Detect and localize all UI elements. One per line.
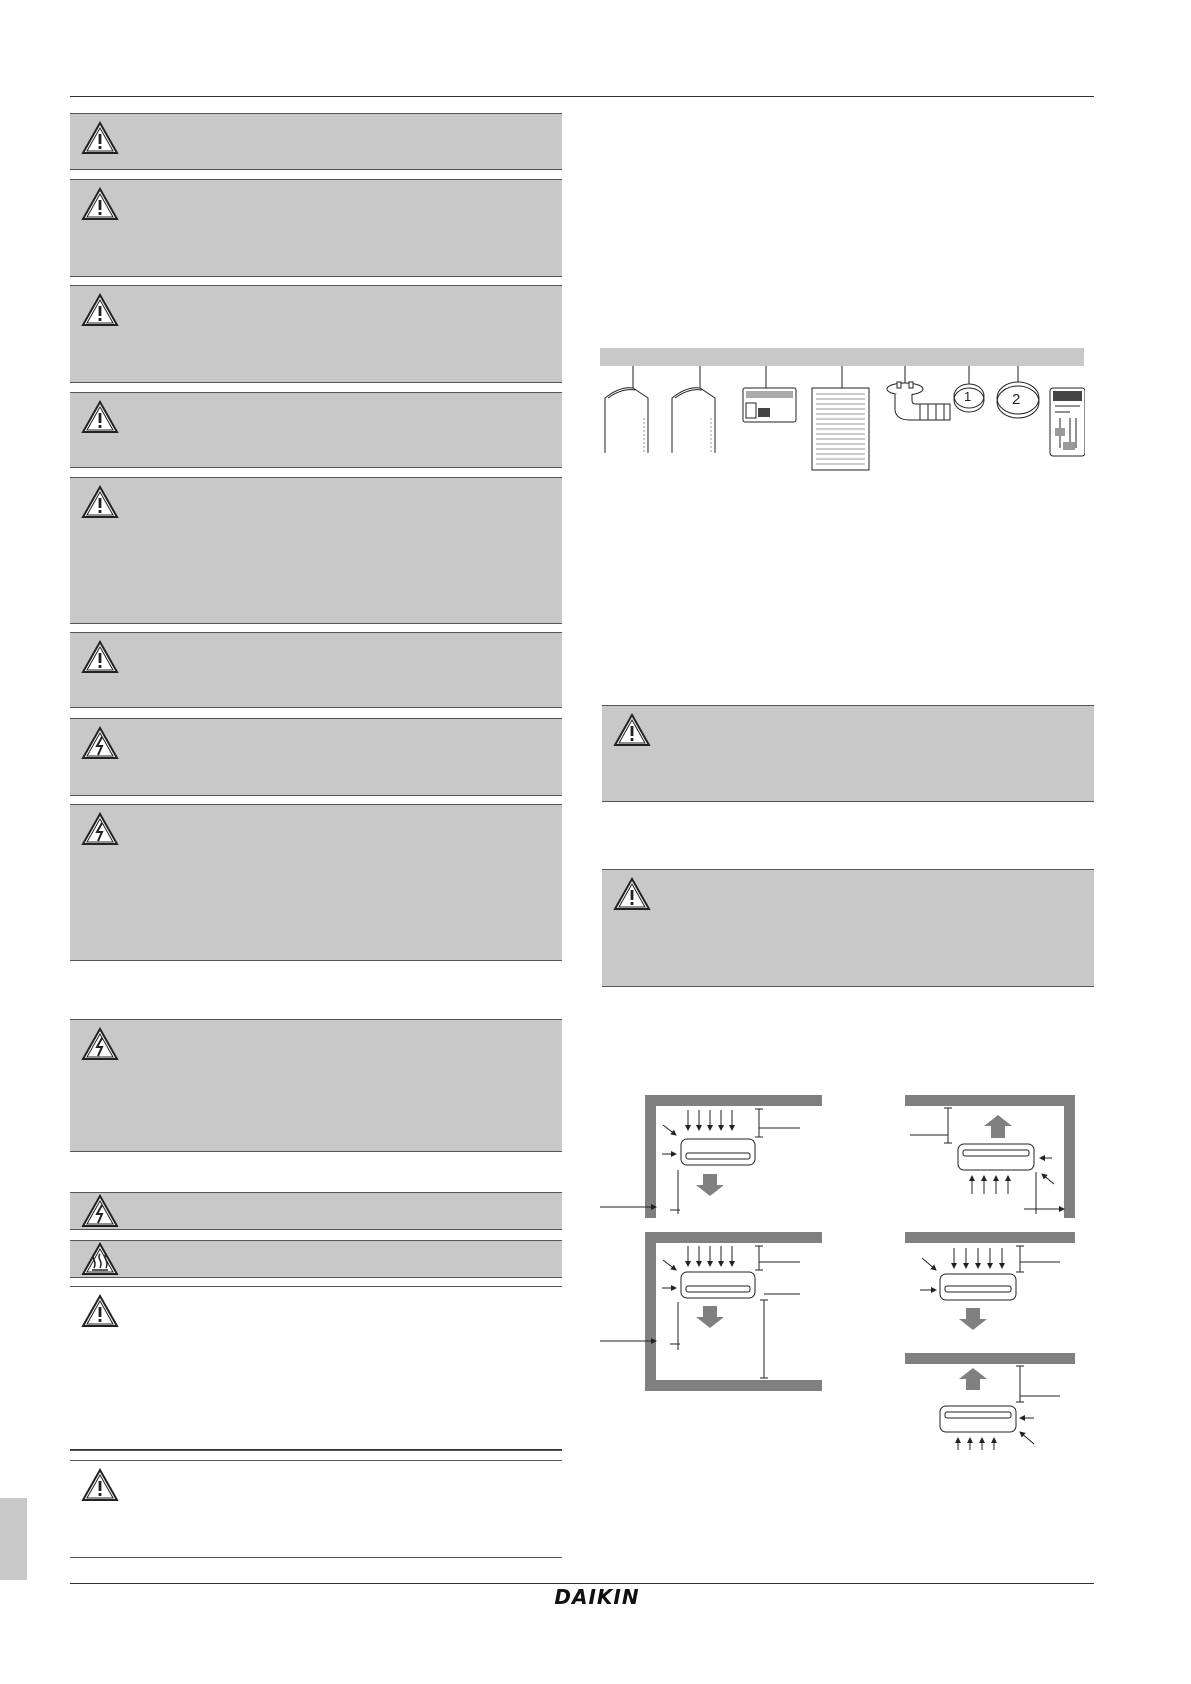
electric-warning-panel-2 bbox=[70, 804, 562, 961]
warning-triangle-lightning-icon bbox=[81, 726, 119, 760]
cap-2-illustration bbox=[997, 366, 1039, 418]
warning-triangle-hot-surface-icon bbox=[81, 1242, 119, 1276]
warning-panel-5 bbox=[70, 477, 562, 624]
accessories-illustration bbox=[600, 348, 1085, 473]
warning-panel-3 bbox=[70, 285, 562, 383]
electric-warning-panel-4 bbox=[70, 1192, 562, 1230]
brand-logo: DAIKIN bbox=[554, 1585, 640, 1609]
filter-sheet-illustration bbox=[812, 366, 869, 470]
warning-triangle-exclamation-icon bbox=[81, 187, 119, 221]
warning-triangle-exclamation-icon bbox=[613, 713, 651, 747]
warning-panel-6 bbox=[70, 632, 562, 708]
electric-warning-panel-3 bbox=[70, 1019, 562, 1152]
warning-triangle-exclamation-icon bbox=[81, 293, 119, 327]
cap-1-illustration bbox=[954, 366, 984, 412]
right-warning-panel-2 bbox=[602, 869, 1094, 987]
clearance-diagram-b bbox=[905, 1095, 1075, 1218]
accessories-header-bar bbox=[600, 348, 1084, 366]
drain-elbow-illustration bbox=[887, 366, 950, 420]
header-rule bbox=[70, 96, 1094, 97]
clearance-diagrams bbox=[600, 1090, 1090, 1450]
warning-panel-white bbox=[70, 1286, 562, 1451]
remote-controller-illustration bbox=[1050, 388, 1085, 456]
hot-surface-warning-panel bbox=[70, 1240, 562, 1278]
warning-panel-2 bbox=[70, 179, 562, 277]
section-rule bbox=[70, 1449, 562, 1450]
warning-triangle-exclamation-icon bbox=[81, 400, 119, 434]
right-warning-panel-1 bbox=[602, 705, 1094, 802]
clearance-diagram-d bbox=[905, 1232, 1075, 1330]
svg-text:1: 1 bbox=[964, 389, 972, 404]
warning-panel-white-2 bbox=[70, 1460, 562, 1558]
warning-triangle-lightning-icon bbox=[81, 1027, 119, 1061]
footer-rule bbox=[70, 1583, 1094, 1584]
manual-booklet-1-illustration bbox=[605, 366, 648, 453]
warning-triangle-lightning-icon bbox=[81, 812, 119, 846]
warning-triangle-exclamation-icon bbox=[81, 1294, 119, 1328]
clearance-diagram-e bbox=[905, 1353, 1075, 1450]
clearance-diagram-c bbox=[600, 1232, 822, 1391]
chapter-side-tab bbox=[0, 1498, 27, 1580]
warning-triangle-exclamation-icon bbox=[81, 640, 119, 674]
label-card-illustration bbox=[743, 366, 796, 422]
svg-text:2: 2 bbox=[1012, 391, 1021, 408]
warning-triangle-exclamation-icon bbox=[81, 121, 119, 155]
warning-triangle-exclamation-icon bbox=[81, 485, 119, 519]
clearance-diagram-a bbox=[600, 1095, 822, 1218]
warning-panel-1 bbox=[70, 113, 562, 170]
warning-triangle-lightning-icon bbox=[81, 1194, 119, 1228]
manual-booklet-2-illustration bbox=[672, 366, 715, 453]
warning-panel-4 bbox=[70, 392, 562, 468]
warning-triangle-exclamation-icon bbox=[613, 877, 651, 911]
electric-warning-panel-1 bbox=[70, 718, 562, 796]
warning-triangle-exclamation-icon bbox=[81, 1468, 119, 1502]
